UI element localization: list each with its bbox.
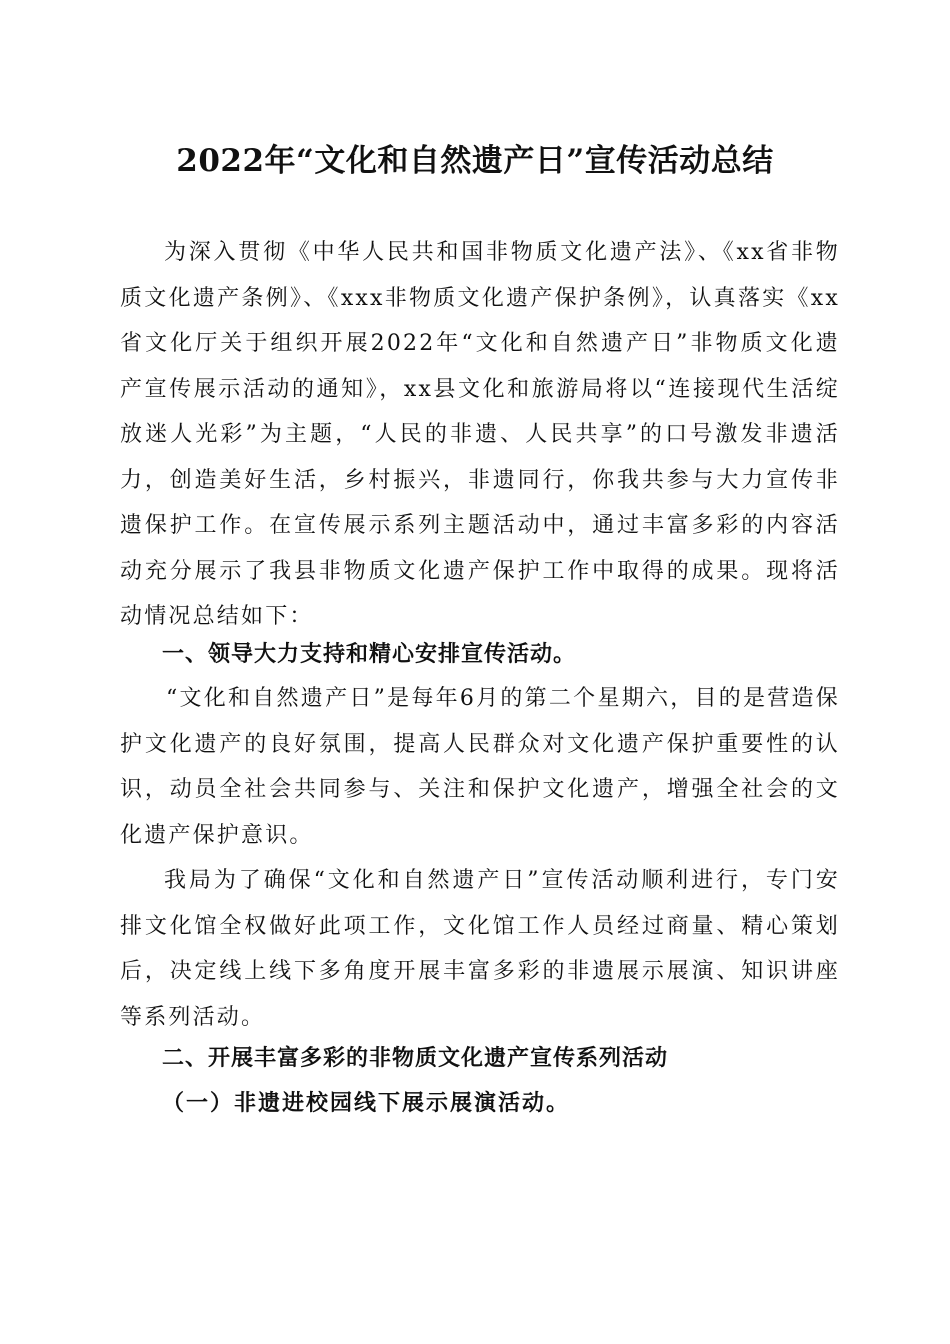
section1-paragraph-2-block <box>120 858 840 1040</box>
intro-paragraph: 为深入贯彻《中华人民共和国非物质文化遗产法》、《xx省非物质文化遗产条例》、《xxx非物质文化遗产保护条例》，认真落实《xx省文化厅关于组织开展2022年“文化和自然遗产日”非物质文化遗产宣传展示活动的通知》，xx县文化和旅游局将以“连接现代生活绽放迷人光彩”为主题，“人民的非遗、人民共享”的口号激发非遗活力，创造美好生活，乡村振兴，非遗同行，你我共参与大力宣传非遗保护工作。在宣传展示系列主题活动中，通过丰富多彩的内容活动充分展示了我县非物质文化遗产保护工作中取得的成果。现将活动情况总结如下： <box>120 240 840 629</box>
section1-paragraph-1-block <box>120 676 840 858</box>
document-title: 2022年“文化和自然遗产日”宣传活动总结 <box>176 143 774 179</box>
section1-paragraph-1: “文化和自然遗产日”是每年6月的第二个星期六，目的是营造保护文化遗产的良好氛围，提高人民群众对文化遗产保护重要性的认识，动员全社会共同参与、关注和保护文化遗产，增强全社会的文化遗产保护意识。 <box>120 686 840 848</box>
intro-section <box>120 230 840 640</box>
subsection-heading-1: （一）非遗进校园线下展示展演活动。 <box>162 1090 571 1116</box>
section-heading-2: 二、开展丰富多彩的非物质文化遗产宣传系列活动 <box>162 1046 669 1071</box>
section-heading-1: 一、领导大力支持和精心安排宣传活动。 <box>162 642 577 667</box>
section1-paragraph-2: 我局为了确保“文化和自然遗产日”宣传活动顺利进行，专门安排文化馆全权做好此项工作，文化馆工作人员经过商量、精心策划后，决定线上线下多角度开展丰富多彩的非遗展示展演、知识讲座等系列活动。 <box>120 868 840 1030</box>
